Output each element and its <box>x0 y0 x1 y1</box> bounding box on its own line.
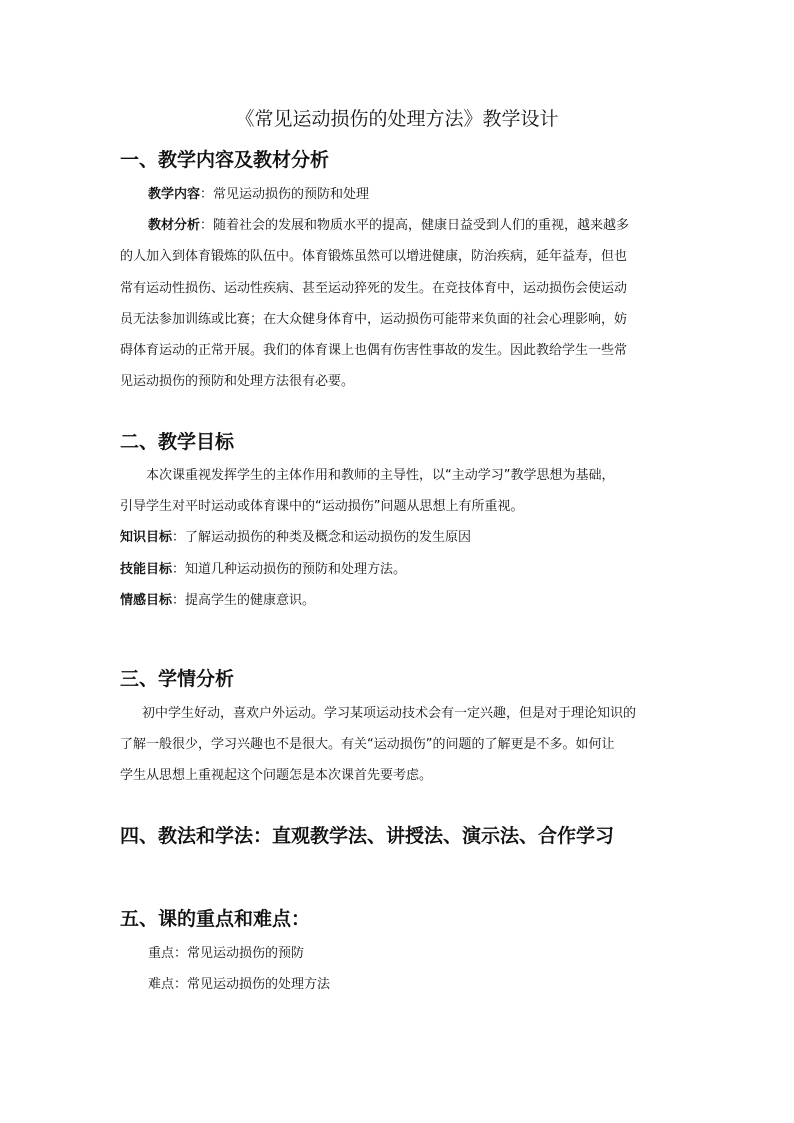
emotion-goal-label: 情感目标 <box>120 593 173 608</box>
paragraph-line: 学生从思想上重视起这个问题怎是本次课首先要考虑。 <box>120 768 433 783</box>
paragraph-line: 初中学生好动，喜欢户外运动。学习某项运动技术会有一定兴趣，但是对于理论知识的 <box>142 706 637 721</box>
knowledge-goal-line: 知识目标：了解运动损伤的种类及概念和运动损伤的发生原因 <box>120 530 472 545</box>
skill-goal-line: 技能目标：知道几种运动损伤的预防和处理方法。 <box>120 562 407 577</box>
paragraph-line: 见运动损伤的预防和处理方法很有必要。 <box>120 374 355 389</box>
skill-goal-value: 知道几种运动损伤的预防和处理方法。 <box>185 562 407 577</box>
knowledge-goal-label: 知识目标 <box>120 530 173 545</box>
document-title: 《常见运动损伤的处理方法》教学设计 <box>235 108 559 130</box>
paragraph-line: 引导学生对平时运动或体育课中的“运动损伤”问题从思想上有所重视。 <box>120 499 524 514</box>
paragraph-line: 本次课重视发挥学生的主体作用和教师的主导性，以“主动学习”教学思想为基础， <box>146 468 615 483</box>
section-5-heading: 五、课的重点和难点： <box>120 908 311 930</box>
paragraph-line: 员无法参加训练或比赛；在大众健身体育中，运动损伤可能带来负面的社会心理影响，妨 <box>120 312 628 327</box>
teaching-content-value: 常见运动损伤的预防和处理 <box>213 187 370 202</box>
difficult-point-line: 难点：常见运动损伤的处理方法 <box>148 977 331 992</box>
section-3-heading: 三、学情分析 <box>120 668 235 690</box>
paragraph-line: 随着社会的发展和物质水平的提高，健康日益受到人们的重视，越来越多 <box>213 218 630 233</box>
knowledge-goal-value: 了解运动损伤的种类及概念和运动损伤的发生原因 <box>185 530 472 545</box>
teaching-content-label: 教学内容 <box>148 187 201 202</box>
paragraph-line: 常有运动性损伤、运动性疾病、甚至运动猝死的发生。在竞技体育中，运动损伤会使运动 <box>120 281 628 296</box>
paragraph-line: 的人加入到体育锻炼的队伍中。体育锻炼虽然可以增进健康，防治疾病，延年益寿，但也 <box>120 249 628 264</box>
skill-goal-label: 技能目标 <box>120 562 173 577</box>
section-4-heading: 四、教法和学法：直观教学法、讲授法、演示法、合作学习 <box>120 825 615 847</box>
key-point-line: 重点：常见运动损伤的预防 <box>148 946 305 961</box>
paragraph-line: 碍体育运动的正常开展。我们的体育课上也偶有伤害性事故的发生。因此教给学生一些常 <box>120 343 628 358</box>
emotion-goal-line: 情感目标：提高学生的健康意识。 <box>120 593 316 608</box>
material-analysis-line: 教材分析：随着社会的发展和物质水平的提高，健康日益受到人们的重视，越来越多 <box>148 218 630 233</box>
section-1-heading: 一、教学内容及教材分析 <box>120 149 330 171</box>
teaching-content-line: 教学内容：常见运动损伤的预防和处理 <box>148 187 370 202</box>
section-2-heading: 二、教学目标 <box>120 431 235 453</box>
material-analysis-label: 教材分析 <box>148 218 201 233</box>
paragraph-line: 了解一般很少，学习兴趣也不是很大。有关“运动损伤”的问题的了解更是不多。如何让 <box>120 737 615 752</box>
emotion-goal-value: 提高学生的健康意识。 <box>185 593 316 608</box>
